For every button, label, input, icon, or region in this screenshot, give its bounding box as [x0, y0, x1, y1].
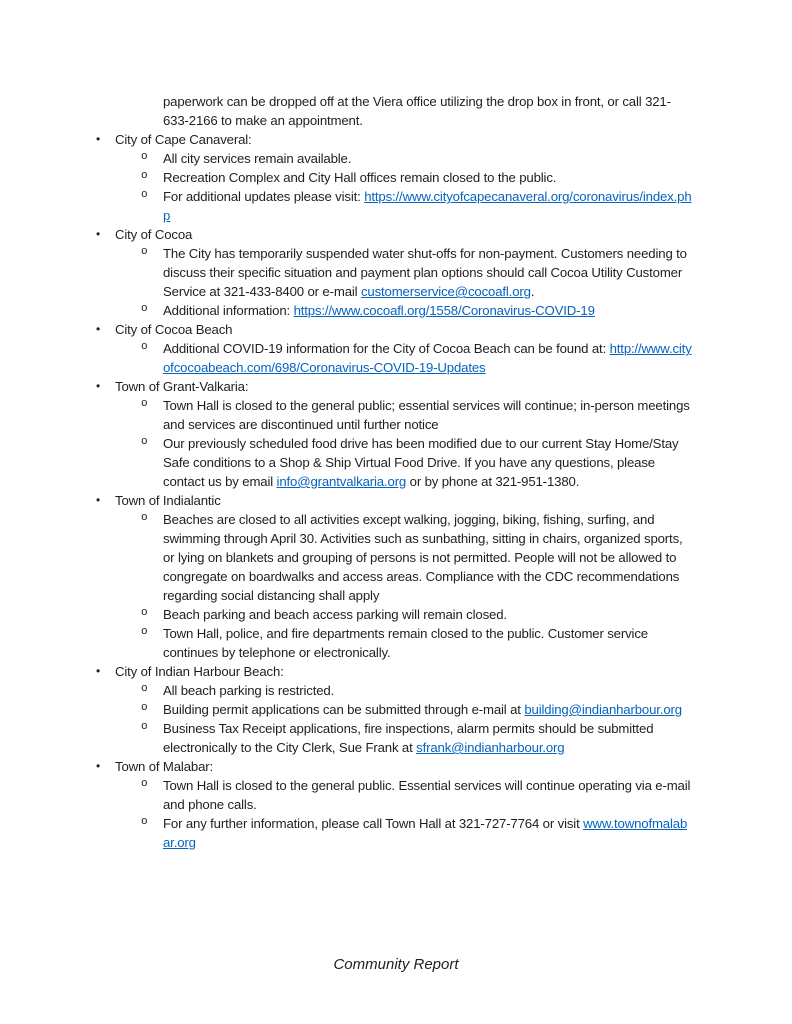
list-item [95, 187, 693, 225]
city-name: City of Cocoa [115, 227, 193, 242]
hyperlink[interactable]: customerservice@cocoafl.org [360, 284, 531, 299]
list-item [95, 168, 693, 187]
city-section [95, 130, 693, 225]
sub-bullet-icon: o [141, 512, 148, 524]
item-text: The City has temporarily suspended water shut-offs for non-payment. Customers needing to discuss their specific situation and payment plan options should call Cocoa Utility Customer Service at 321-433-8400 or e-mail [163, 246, 687, 299]
list-item [95, 434, 693, 491]
city-list [95, 130, 693, 852]
hyperlink[interactable]: https://www.cityofcapecanaveral.org/coronavirus/index.php [163, 189, 692, 223]
city-name: City of Indian Harbour Beach: [115, 664, 284, 679]
sub-bullet-icon: o [141, 721, 148, 733]
sub-bullet-icon: o [141, 303, 148, 315]
list-item [95, 149, 693, 168]
city-heading [95, 130, 693, 149]
city-heading [95, 225, 693, 244]
list-item [95, 244, 693, 301]
city-section [95, 757, 693, 852]
sub-bullet-icon: o [141, 607, 148, 619]
city-heading [95, 377, 693, 396]
item-text: All city services remain available. [163, 151, 352, 166]
city-items [95, 339, 693, 377]
sub-bullet-icon: o [141, 189, 148, 201]
item-text: For additional updates please visit: [163, 189, 365, 204]
footer-title: Community Report [333, 956, 459, 973]
hyperlink[interactable]: http://www.cityofcocoabeach.com/698/Coronavirus-COVID-19-Updates [163, 341, 692, 375]
bullet-icon: • [96, 664, 101, 678]
city-name: Town of Grant-Valkaria: [115, 379, 249, 394]
bullet-icon: • [96, 132, 101, 146]
bullet-icon: • [96, 493, 101, 507]
sub-bullet-icon: o [141, 341, 148, 353]
list-item [95, 814, 693, 852]
city-name: Town of Malabar: [115, 759, 214, 774]
city-items [95, 149, 693, 225]
list-item [95, 719, 693, 757]
item-text: For any further information, please call Town Hall at 321-727-7764 or visit [163, 816, 584, 831]
list-item [95, 700, 693, 719]
list-item [95, 681, 693, 700]
hyperlink[interactable]: building@indianharbour.org [524, 702, 682, 717]
sub-bullet-icon: o [141, 816, 148, 828]
item-text: or by phone at 321-951-1380. [406, 474, 580, 489]
sub-bullet-icon: o [141, 626, 148, 638]
city-heading [95, 491, 693, 510]
list-item [95, 339, 693, 377]
city-section [95, 225, 693, 320]
item-text: Additional information: [163, 303, 294, 318]
hyperlink[interactable]: https://www.cocoafl.org/1558/Coronavirus-COVID-19 [293, 303, 595, 318]
city-section [95, 377, 693, 491]
list-item [95, 605, 693, 624]
hyperlink[interactable]: sfrank@indianharbour.org [416, 740, 565, 755]
sub-bullet-icon: o [141, 683, 148, 695]
sub-bullet-icon: o [141, 246, 148, 258]
document-content [95, 92, 693, 852]
list-item [95, 776, 693, 814]
item-text: Beach parking and beach access parking will remain closed. [163, 607, 507, 622]
item-text: All beach parking is restricted. [163, 683, 335, 698]
city-heading [95, 757, 693, 776]
sub-bullet-icon: o [141, 151, 148, 163]
city-items [95, 776, 693, 852]
city-items [95, 396, 693, 491]
city-heading [95, 320, 693, 339]
list-item [95, 301, 693, 320]
sub-bullet-icon: o [141, 702, 148, 714]
list-item [95, 396, 693, 434]
item-text: Recreation Complex and City Hall offices remain closed to the public. [163, 170, 557, 185]
sub-bullet-icon: o [141, 398, 148, 410]
item-text: Additional COVID-19 information for the City of Cocoa Beach can be found at: [163, 341, 610, 356]
item-text: Business Tax Receipt applications, fire inspections, alarm permits should be submitted electronically to the City Clerk, Sue Frank at [163, 721, 654, 755]
city-section [95, 662, 693, 757]
bullet-icon: • [96, 322, 101, 336]
sub-bullet-icon: o [141, 170, 148, 182]
bullet-icon: • [96, 379, 101, 393]
item-text: Town Hall is closed to the general public; essential services will continue; in-person meetings and services are discontinued until further notice [163, 398, 690, 432]
city-items [95, 681, 693, 757]
hyperlink[interactable]: info@grantvalkaria.org [276, 474, 407, 489]
sub-bullet-icon: o [141, 436, 148, 448]
city-section [95, 491, 693, 662]
city-items [95, 510, 693, 662]
hyperlink[interactable]: www.townofmalabar.org [163, 816, 688, 850]
city-section [95, 320, 693, 377]
city-items [95, 244, 693, 320]
item-text: Beaches are closed to all activities except walking, jogging, biking, fishing, surfing, and swimming through April 30. Activities such as sunbathing, sitting in chairs, organized sports, or lying on blankets and grouping of persons is not permitted. People will not be allowed to congregate on boardwalks and access areas. Compliance with the CDC recommendations regarding social distancing shall apply [163, 512, 683, 603]
item-text: Our previously scheduled food drive has been modified due to our current Stay Home/Stay Safe conditions to a Shop & Ship Virtual Food Drive. If you have any questions, please contact us by email [163, 436, 679, 489]
item-text: Building permit applications can be submitted through e-mail at [163, 702, 525, 717]
bullet-icon: • [96, 227, 101, 241]
list-item [95, 510, 693, 605]
item-text: . [530, 284, 535, 299]
bullet-icon: • [96, 759, 101, 773]
city-name: City of Cocoa Beach [115, 322, 233, 337]
city-heading [95, 662, 693, 681]
sub-bullet-icon: o [141, 778, 148, 790]
item-text: Town Hall, police, and fire departments remain closed to the public. Customer service continues by telephone or electronically. [163, 626, 648, 660]
continuation-paragraph: paperwork can be dropped off at the Viera office utilizing the drop box in front, or call 321-633-2166 to make an appointment. [163, 94, 671, 128]
item-text: Town Hall is closed to the general public. Essential services will continue operating via e-mail and phone calls. [163, 778, 691, 812]
city-name: City of Cape Canaveral: [115, 132, 252, 147]
city-name: Town of Indialantic [115, 493, 221, 508]
list-item [95, 624, 693, 662]
